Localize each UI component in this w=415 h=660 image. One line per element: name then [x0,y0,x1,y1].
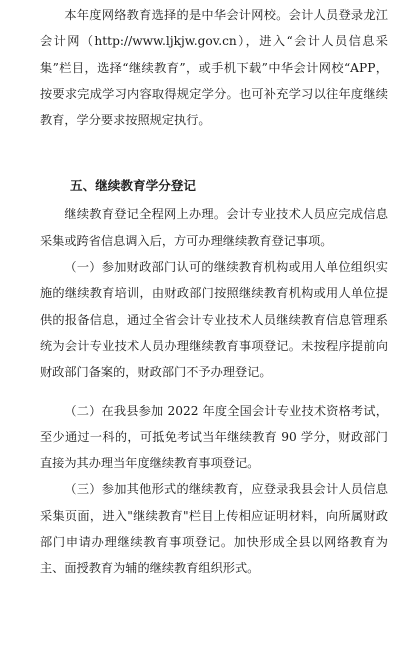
section-paragraph-registration: 继续教育登记全程网上办理。会计专业技术人员应完成信息采集或跨省信息调入后，方可办理继续教育登记事项。 [40,207,388,248]
section-paragraph-item-2: （二）在我县参加 2022 年度全国会计专业技术资格考试，至少通过一科的，可抵免考试当年继续教育 90 学分，财政部门直接为其办理当年度继续教育事项登记。 [40,403,388,471]
section-paragraph-item-1: （一）参加财政部门认可的继续教育机构或用人单位组织实施的继续教育培训，由财政部门按照继续教育机构或用人单位提供的报备信息，通过全省会计专业技术人员继续教育信息管理系统为会计专业技术人员办理继续教育事项登记。未按程序提前向财政部门备案的，财政部门不予办理登记。 [40,260,388,380]
intro-paragraph: 本年度网络教育选择的是中华会计网校。会计人员登录龙江会计网（http://www.ljkjw.gov.cn），进入“会计人员信息采集”栏目，选择“继续教育”，或手机下载”中华会计网校“APP，按要求完成学习内容取得规定学分。也可补充学习以往年度继续教育，学分要求按照规定执行。 [40,8,388,128]
section-paragraph-item-3: （三）参加其他形式的继续教育，应登录我县会计人员信息采集页面，进入"继续教育"栏目上传相应证明材料，向所属财政部门申请办理继续教育事项登记。加快形成全县以网络教育为主、面授教育为辅的继续教育组织形式。 [40,482,388,576]
section-heading: 五、继续教育学分登记 [70,178,196,194]
